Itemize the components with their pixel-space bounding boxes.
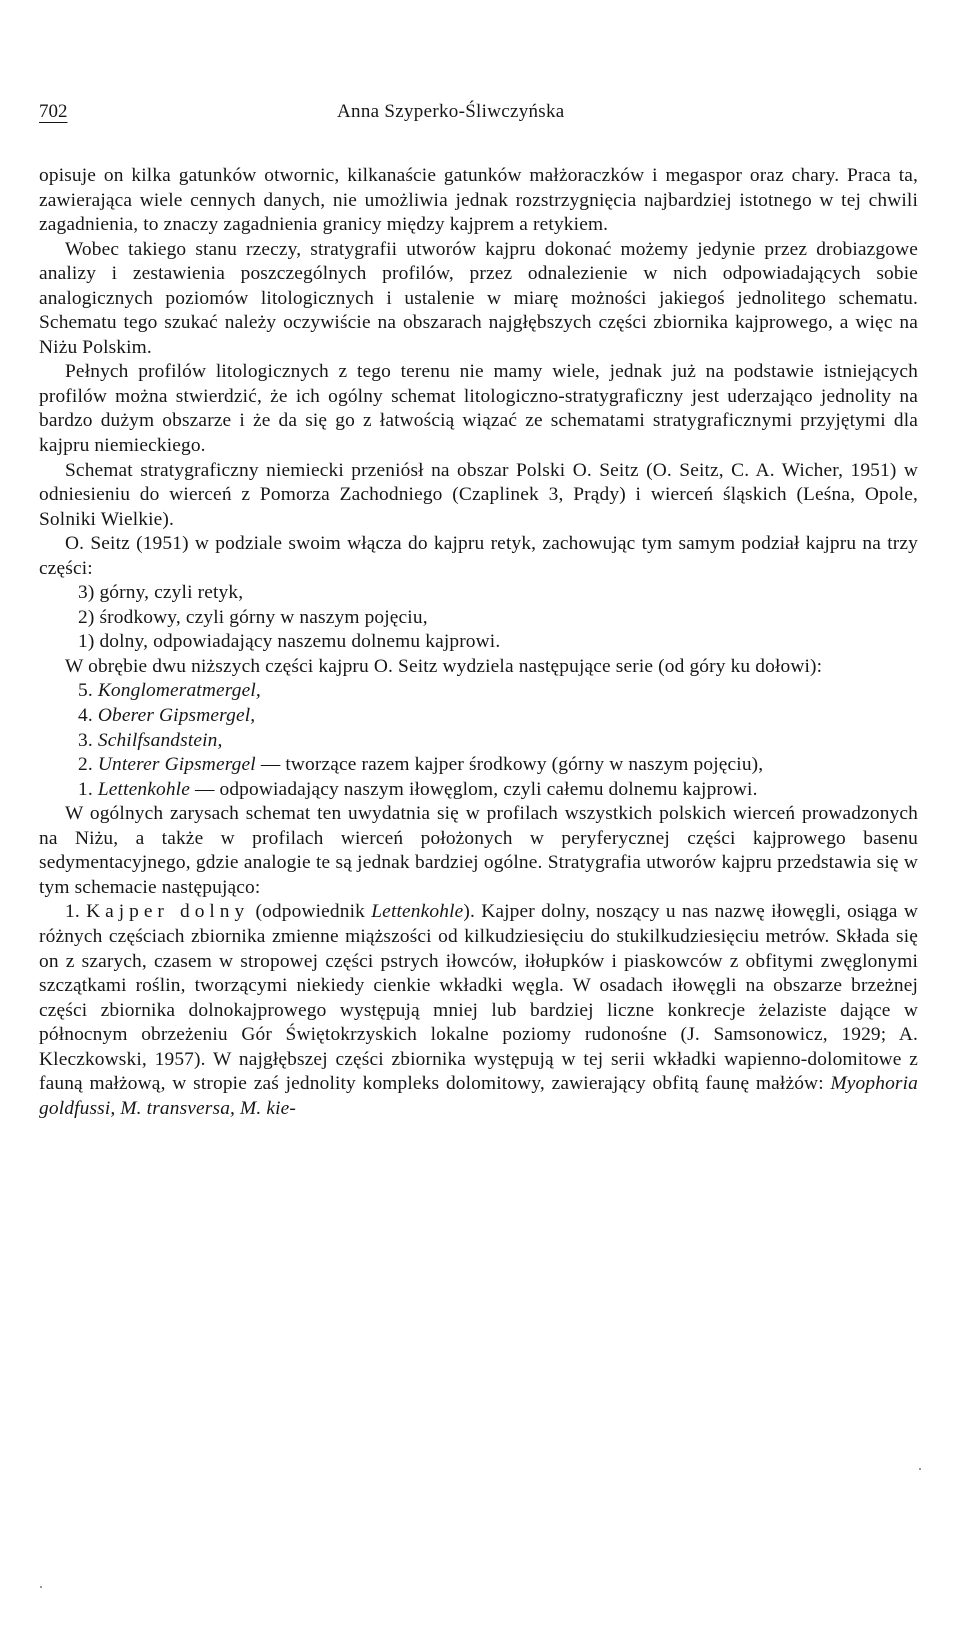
page-number: 702 [39, 101, 68, 122]
list-item: 3) górny, czyli retyk, [78, 582, 244, 604]
paragraph: W ogólnych zarysach schemat ten uwydatnia się w profilach wszystkich polskich wierceń prowadzonych na Niżu, a także w profilach wierceń położonych w peryferycznej części kajprowego basenu sedymentacyjnego, gdzie analogie te są jednak bardziej ogólne. Stratygrafia utworów kajpru przedstawia się w tym schemacie następująco: [39, 803, 918, 898]
section-number: 1. [65, 901, 80, 923]
paragraph-text: ). Kajper dolny, noszący u nas nazwę iłowęgli, osiąga w różnych częściach zbiornika zmienne miąższości od kilkudziesięciu do stukilkudziesięciu metrów. Składa się on z szarych, czasem w stropowej części pstrych iłowców, iłołupków i piaskowców z obfitymi zwęglonymi szczątkami roślin, tworzącymi niekiedy cienkie wkładki węgla. W osadach iłowęgli na obszarze brzeżnej części zbiornika dolnokajprowego występują mniej lub bardziej liczne konkrecje żelaziste dające w północnym obrzeżeniu Gór Świętokrzyskich lokalne poziomy rudonośne (J. Samsonowicz, 1929; A. Kleczkowski, 1957). W najgłębszej części zbiornika występują w tej serii wkładki wapienno-dolomitowe z fauną małżową, w stropie zaś jednolity kompleks dolomitowy, zawierający obfitą faunę małżów: [39, 901, 918, 1095]
series-name: Lettenkohle [97, 778, 190, 800]
page-header [39, 101, 919, 131]
list-item [39, 778, 918, 803]
scan-speck [40, 1586, 42, 1588]
scan-speck [919, 1468, 921, 1470]
series-number: 4. [78, 705, 93, 727]
list-item [39, 729, 918, 754]
series-description: — tworzące razem kajper środkowy (górny w naszym pojęciu), [255, 754, 764, 776]
series-number: 2. [78, 754, 93, 776]
paragraph [39, 900, 918, 1121]
paragraph: opisuje on kilka gatunków otwornic, kilkanaście gatunków małżoraczków i megaspor oraz chary. Praca ta, zawierająca wiele cennych danych, nie umożliwia jednak rozstrzygnięcia najbardziej istotnego w tej chwili zagadnienia, to znaczy zagadnienia granicy między kajprem a retykiem. [39, 165, 918, 236]
section-heading: Kajper dolny [86, 901, 250, 923]
series-number: 5. [78, 680, 93, 702]
list-item: 2) środkowy, czyli górny w naszym pojęciu, [78, 606, 428, 628]
running-head: Anna Szyperko-Śliwczyńska [337, 101, 565, 122]
paragraph: Wobec takiego stanu rzeczy, stratygrafii utworów kajpru dokonać możemy jedynie przez drobiazgowe analizy i zestawienia poszczególnych profilów, przez odnalezienie w nich odpowiadających sobie analogicznych poziomów litologicznych i ustalenie w miarę możności jakiegoś jednolitego schematu. Schematu tego szukać należy oczywiście na obszarach najgłębszych części zbiornika kajprowego, a więc na Niżu Polskim. [39, 238, 918, 358]
list-item: 1) dolny, odpowiadający naszemu dolnemu kajprowi. [78, 631, 501, 653]
list-item [39, 679, 918, 704]
series-name: Schilfsandstein, [97, 729, 223, 751]
series-description: — odpowiadający naszym iłowęglom, czyli całemu dolnemu kajprowi. [189, 778, 758, 800]
body-text [39, 164, 918, 1121]
series-name: Unterer Gipsmergel [97, 754, 256, 776]
italic-term: Lettenkohle [371, 901, 464, 923]
series-name: Konglomeratmergel, [97, 680, 261, 702]
series-name: Oberer Gipsmergel, [97, 705, 256, 727]
series-number: 1. [78, 778, 93, 800]
paragraph: W obrębie dwu niższych części kajpru O. Seitz wydziela następujące serie (od góry ku dołowi): [65, 655, 823, 677]
series-number: 3. [78, 729, 93, 751]
list-item [39, 704, 918, 729]
paragraph: Pełnych profilów litologicznych z tego terenu nie mamy wiele, jednak już na podstawie istniejących profilów można stwierdzić, że ich ogólny schemat litologiczno-stratygraficzny jest uderzająco jednolity na bardzo dużym obszarze i że da się go z łatwością wiązać ze schematami stratygraficznymi przyjętymi dla kajpru niemieckiego. [39, 361, 918, 457]
paragraph: O. Seitz (1951) w podziale swoim włącza do kajpru retyk, zachowując tym samym podział kajpru na trzy części: [39, 533, 918, 579]
species-names: Myophoria goldfussi, M. transversa, M. kie- [39, 1073, 918, 1119]
paragraph: Schemat stratygraficzny niemiecki przeniósł na obszar Polski O. Seitz (O. Seitz, C. A. Wicher, 1951) w odniesieniu do wierceń z Pomorza Zachodniego (Czaplinek 3, Prądy) i wierceń śląskich (Leśna, Opole, Solniki Wielkie). [39, 459, 918, 530]
paragraph-text: (odpowiednik [249, 901, 372, 923]
list-item [39, 753, 918, 778]
